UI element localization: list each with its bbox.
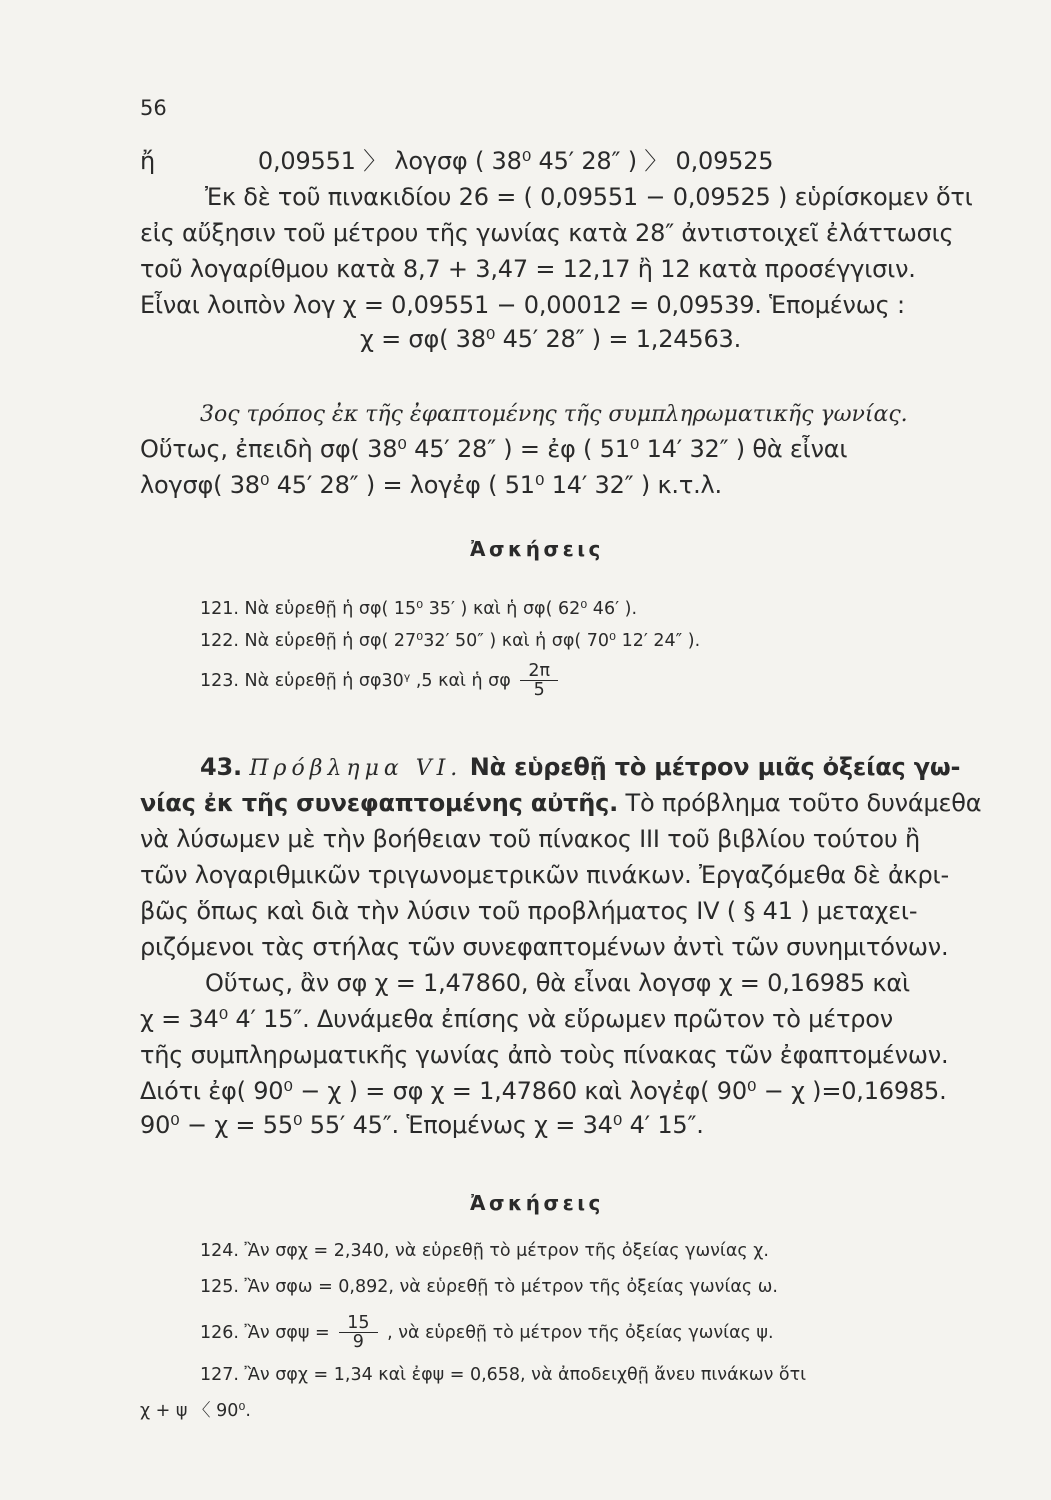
text-line: λογσφ( 38⁰ 45′ 28″ ) = λογἐφ ( 51⁰ 14′ 32″ ) κ.τ.λ. (140, 471, 722, 499)
text-line: Εἶναι λοιπὸν λογ χ = 0,09551 − 0,00012 = 0,09539. Ἑπομένως : (140, 291, 905, 319)
section-title-line (200, 752, 960, 784)
fraction-denominator: 5 (533, 680, 545, 701)
section-heading: 3ος τρόπος ἐκ τῆς ἐφαπτομένης τῆς συμπληρωματικῆς γωνίας. (200, 402, 908, 427)
exercise-item: 127. Ἂν σφχ = 1,34 καὶ ἐφψ = 0,658, νὰ ἀποδειχθῇ ἄνευ πινάκων ὅτι (200, 1365, 807, 1385)
text-line (140, 788, 981, 818)
text-line: ριζόμενοι τὰς στήλας τῶν συνεφαπτομένων ἀντὶ τῶν συνημιτόνων. (140, 933, 949, 961)
fraction (339, 1314, 377, 1352)
text-line: χ = 34⁰ 4′ 15″. Δυνάμεθα ἐπίσης νὰ εὕρωμεν πρῶτον τὸ μέτρον (140, 1005, 893, 1033)
text-line: Ἐκ δὲ τοῦ πινακιδίου 26 = ( 0,09551 − 0,09525 ) εὑρίσκομεν ὅτι (205, 183, 973, 211)
page-number: 56 (140, 96, 167, 120)
text-fragment: ἤ (140, 147, 156, 175)
section-title-continued: νίας ἐκ τῆς συνεφαπτομένης αὐτῆς. (140, 789, 619, 817)
fraction (520, 662, 558, 700)
text-line: νὰ λύσωμεν μὲ τὴν βοήθειαν τοῦ πίνακος III τοῦ βιβλίου τούτου ἢ (140, 825, 920, 853)
fraction-numerator: 2π (520, 662, 558, 681)
exercises-title: Ἀσκήσεις (470, 1191, 604, 1215)
text-line: Οὕτως, ἐπειδὴ σφ( 38⁰ 45′ 28″ ) = ἐφ ( 51⁰ 14′ 32″ ) θὰ εἶναι (140, 435, 848, 463)
text-line: τῶν λογαριθμικῶν τριγωνομετρικῶν πινάκων. Ἐργαζόμεθα δὲ ἀκρι- (140, 861, 949, 889)
section-title: Νὰ εὑρεθῇ τὸ μέτρον μιᾶς ὀξείας γω- (469, 753, 961, 781)
exercise-item: 124. Ἂν σφχ = 2,340, νὰ εὑρεθῇ τὸ μέτρον τῆς ὀξείας γωνίας χ. (200, 1241, 769, 1261)
exercise-text: 126. Ἂν σφψ = (200, 1322, 330, 1343)
text-line: Οὕτως, ἂν σφ χ = 1,47860, θὰ εἶναι λογσφ χ = 0,16985 καὶ (205, 969, 910, 997)
exercises-title: Ἀσκήσεις (470, 537, 604, 561)
exercise-item: 125. Ἂν σφω = 0,892, νὰ εὑρεθῇ τὸ μέτρον τῆς ὀξείας γωνίας ω. (200, 1277, 778, 1297)
exercise-item: 122. Νὰ εὑρεθῇ ἡ σφ( 27⁰32′ 50″ ) καὶ ἡ σφ( 70⁰ 12′ 24″ ). (200, 631, 701, 651)
fraction-denominator: 9 (352, 1332, 364, 1353)
equation-line: χ = σφ( 38⁰ 45′ 28″ ) = 1,24563. (360, 325, 742, 353)
exercise-text: 123. Νὰ εὑρεθῇ ἡ σφ30ᵞ ,5 καὶ ἡ σφ (200, 670, 511, 691)
text-line: τοῦ λογαρίθμου κατὰ 8,7 + 3,47 = 12,17 ἢ 12 κατὰ προσέγγισιν. (140, 255, 916, 283)
exercise-item (200, 662, 562, 700)
text-fragment: 0,09551 〉 λογσφ ( 38⁰ 45′ 28″ ) 〉 0,09525 (257, 147, 774, 175)
text-line: Διότι ἐφ( 90⁰ − χ ) = σφ χ = 1,47860 καὶ λογἐφ( 90⁰ − χ )=0,16985. (140, 1077, 947, 1105)
text-line (140, 146, 773, 176)
exercise-item (200, 1314, 774, 1352)
section-label: Πρόβλημα VI. (249, 756, 463, 781)
exercise-item-continued: χ + ψ 〈 90⁰. (140, 1401, 251, 1421)
exercise-text: , νὰ εὑρεθῇ τὸ μέτρον τῆς ὀξείας γωνίας ψ. (387, 1322, 774, 1343)
text-line: 90⁰ − χ = 55⁰ 55′ 45″. Ἑπομένως χ = 34⁰ 4′ 15″. (140, 1111, 704, 1139)
text-line: τῆς συμπληρωματικῆς γωνίας ἀπὸ τοὺς πίνακας τῶν ἐφαπτομένων. (140, 1041, 949, 1069)
fraction-numerator: 15 (339, 1314, 377, 1333)
section-number: 43. (200, 753, 242, 781)
exercise-item: 121. Νὰ εὑρεθῇ ἡ σφ( 15⁰ 35′ ) καὶ ἡ σφ( 62⁰ 46′ ). (200, 599, 638, 619)
text-line: εἰς αὔξησιν τοῦ μέτρου τῆς γωνίας κατὰ 28″ ἀντιστοιχεῖ ἐλάττωσις (140, 219, 954, 247)
text-fragment: Τὸ πρόβλημα τοῦτο δυνάμεθα (625, 789, 982, 817)
text-line: βῶς ὅπως καὶ διὰ τὴν λύσιν τοῦ προβλήματος IV ( § 41 ) μεταχει- (140, 897, 918, 925)
